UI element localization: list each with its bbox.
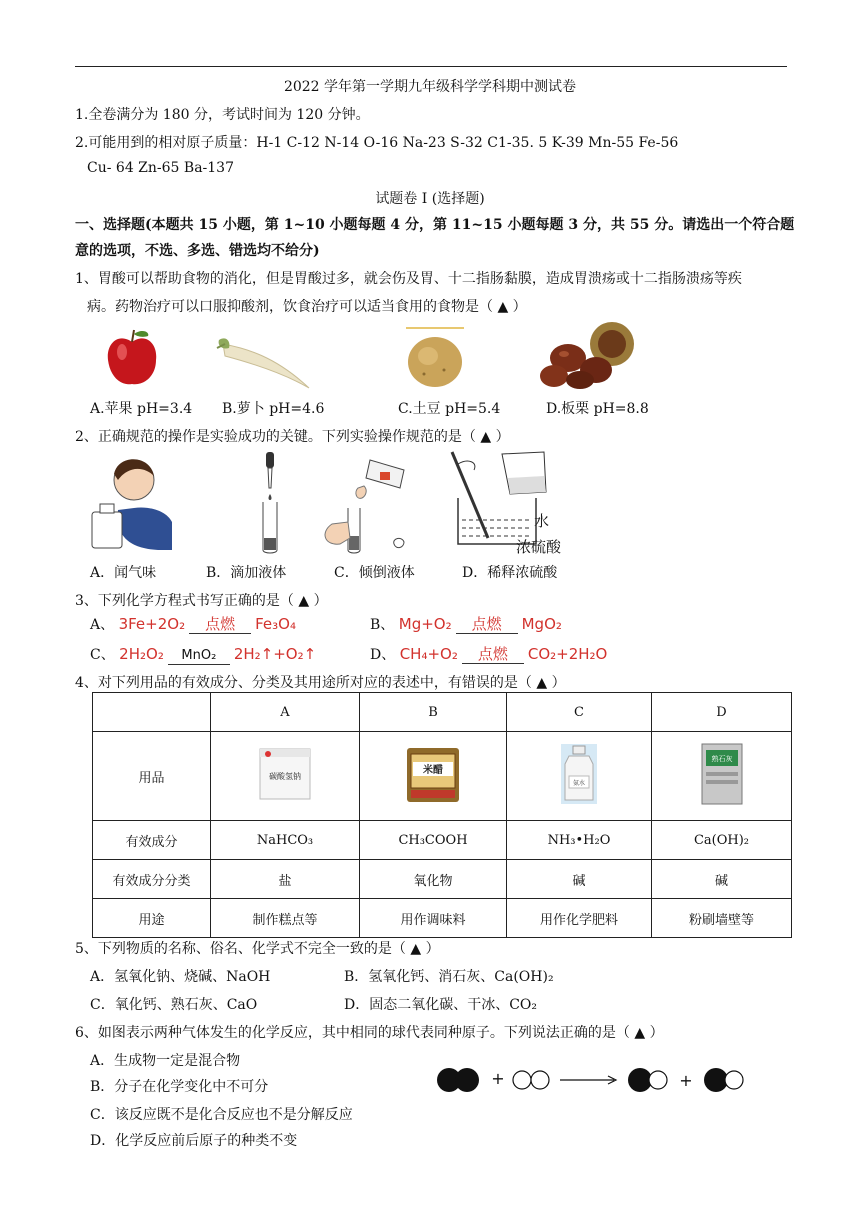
row-label: 用品 <box>93 732 211 821</box>
atom-white <box>513 1071 531 1089</box>
q6-option-a[interactable]: A．生成物一定是混合物 <box>90 1053 241 1069</box>
table-cell: 用作化学肥料 <box>507 899 652 938</box>
q3-option-label: C、 <box>90 647 115 663</box>
dropper-image <box>258 450 282 556</box>
exam-title: 2022 学年第一学期九年级科学学科期中测试卷 <box>283 79 577 95</box>
equation-right: MgO₂ <box>521 615 562 633</box>
table-cell <box>507 732 652 821</box>
q2-option-b[interactable]: B．滴加液体 <box>206 565 287 581</box>
table-cell: 碱 <box>507 860 652 899</box>
q4-table <box>92 692 792 938</box>
chestnut-image <box>538 318 638 390</box>
radish-image <box>215 334 313 392</box>
row-label: 有效成分 <box>93 821 211 860</box>
exam-note-2-cont: Cu- 64 Zn-65 Ba-137 <box>87 160 234 176</box>
q1-stem-cont: 病。药物治疗可以口服抑酸剂，饮食治疗可以适当食用的食物是（ ▲ ） <box>87 299 527 315</box>
q3-option-label: D、 <box>370 647 396 663</box>
table-row <box>93 860 792 899</box>
q5-stem: 5、下列物质的名称、俗名、化学式不完全一致的是（ ▲ ） <box>75 941 440 957</box>
plus-sign: + <box>491 1069 505 1088</box>
q5-option-d[interactable]: D．固态二氧化碳、干冰、CO₂ <box>344 997 538 1013</box>
vinegar-package-image <box>403 742 463 806</box>
label-conc-acid: 浓硫酸 <box>516 538 562 556</box>
q6-option-c[interactable]: C．该反应既不是化合反应也不是分解反应 <box>90 1107 353 1123</box>
table-row <box>93 693 792 732</box>
table-cell: NaHCO₃ <box>211 821 360 860</box>
row-label: 有效成分分类 <box>93 860 211 899</box>
reaction-diagram <box>436 1060 752 1100</box>
column-header: A <box>211 693 360 732</box>
q3-option-d[interactable] <box>370 644 607 664</box>
equation-condition: 点燃 <box>189 616 251 634</box>
q1-option-a[interactable]: A.苹果 pH=3.4 <box>90 401 193 417</box>
table-cell <box>211 732 360 821</box>
atom-white <box>725 1071 743 1089</box>
q5-option-c[interactable]: C．氧化钙、熟石灰、CaO <box>90 997 258 1013</box>
label-water: 水 <box>534 512 550 530</box>
potato-image <box>404 326 466 390</box>
q2-option-d[interactable]: D．稀释浓硫酸 <box>462 565 558 581</box>
q3-stem: 3、下列化学方程式书写正确的是（ ▲ ） <box>75 593 328 609</box>
row-label: 用途 <box>93 899 211 938</box>
table-cell: 盐 <box>211 860 360 899</box>
package-label: 氨水 <box>572 780 586 787</box>
q4-stem: 4、对下列用品的有效成分、分类及其用途所对应的表述中，有错误的是（ ▲ ） <box>75 675 566 691</box>
table-cell: 粉刷墙壁等 <box>652 899 792 938</box>
equation-left: Mg+O₂ <box>398 615 452 633</box>
table-cell: 用作调味料 <box>360 899 507 938</box>
q6-stem: 6、如图表示两种气体发生的化学反应，其中相同的球代表同种原子。下列说法正确的是（ ▲ ） <box>75 1025 664 1041</box>
smell-gas-image <box>88 452 172 552</box>
q2-option-a[interactable]: A．闻气味 <box>90 565 157 581</box>
table-cell: CH₃COOH <box>360 821 507 860</box>
column-header: C <box>507 693 652 732</box>
table-cell: Ca(OH)₂ <box>652 821 792 860</box>
table-cell: 氧化物 <box>360 860 507 899</box>
q3-option-a[interactable] <box>90 614 296 634</box>
paper-title: 试题卷 I (选择题) <box>375 191 485 207</box>
baking-soda-package-image <box>258 745 312 803</box>
table-cell: 制作糕点等 <box>211 899 360 938</box>
equation-left: 2H₂O₂ <box>119 645 164 663</box>
q6-option-d[interactable]: D．化学反应前后原子的种类不变 <box>90 1133 298 1149</box>
plus-sign: + <box>679 1071 693 1090</box>
exam-note-2: 2.可能用到的相对原子质量：H-1 C-12 N-14 O-16 Na-23 S-32 C1-35. 5 K-39 Mn-55 Fe-56 <box>75 135 679 151</box>
q1-stem: 1、胃酸可以帮助食物的消化，但是胃酸过多，就会伤及胃、十二指肠黏膜，造成胃溃疡或十二指肠溃疡等疾 <box>75 271 742 287</box>
table-cell <box>360 732 507 821</box>
table-row <box>93 821 792 860</box>
equation-right: CO₂+2H₂O <box>527 645 608 663</box>
q2-stem: 2、正确规范的操作是实验成功的关键。下列实验操作规范的是（ ▲ ） <box>75 429 510 445</box>
atom-black <box>455 1068 479 1092</box>
equation-left: 3Fe+2O₂ <box>118 615 186 633</box>
package-label: 熟石灰 <box>711 755 732 763</box>
equation-condition: 点燃 <box>456 616 518 634</box>
table-cell: NH₃•H₂O <box>507 821 652 860</box>
package-label: 米醋 <box>423 765 443 776</box>
slaked-lime-bag-image <box>700 742 744 806</box>
top-rule <box>75 66 787 67</box>
table-row <box>93 732 792 821</box>
atom-white <box>649 1071 667 1089</box>
ammonia-bottle-image <box>559 742 599 806</box>
equation-right: Fe₃O₄ <box>255 615 296 633</box>
q1-option-b[interactable]: B.萝卜 pH=4.6 <box>222 401 325 417</box>
q1-option-d[interactable]: D.板栗 pH=8.8 <box>546 401 649 417</box>
q5-option-b[interactable]: B．氢氧化钙、消石灰、Ca(OH)₂ <box>344 969 554 985</box>
q6-option-b[interactable]: B．分子在化学变化中不可分 <box>90 1079 269 1095</box>
section-instructions: 一、选择题(本题共 15 小题，第 1~10 小题每题 4 分，第 11~15 小题每题 3 分，共 55 分。请选出一个符合题 <box>75 217 795 233</box>
q1-option-c[interactable]: C.土豆 pH=5.4 <box>398 401 501 417</box>
apple-image <box>104 328 160 388</box>
section-instructions-cont: 意的选项，不选、多选、错选均不给分) <box>75 243 320 259</box>
q2-option-c[interactable]: C．倾倒液体 <box>334 565 415 581</box>
table-cell <box>652 732 792 821</box>
atom-white <box>531 1071 549 1089</box>
equation-right: 2H₂↑+O₂↑ <box>233 645 317 663</box>
package-label: 碳酸氢钠 <box>269 772 301 781</box>
q3-option-label: A、 <box>90 617 115 633</box>
equation-condition: 点燃 <box>462 646 524 664</box>
q3-option-c[interactable] <box>90 644 316 665</box>
exam-note-1: 1.全卷满分为 180 分，考试时间为 120 分钟。 <box>75 107 370 123</box>
equation-condition: MnO₂ <box>168 647 230 665</box>
pour-liquid-image <box>318 448 418 556</box>
column-header: D <box>652 693 792 732</box>
table-cell <box>93 693 211 732</box>
q5-option-a[interactable]: A．氢氧化钠、烧碱、NaOH <box>90 969 271 985</box>
column-header: B <box>360 693 507 732</box>
table-row <box>93 899 792 938</box>
equation-left: CH₄+O₂ <box>399 645 458 663</box>
table-cell: 碱 <box>652 860 792 899</box>
q3-option-label: B、 <box>370 617 395 633</box>
q3-option-b[interactable] <box>370 614 562 634</box>
